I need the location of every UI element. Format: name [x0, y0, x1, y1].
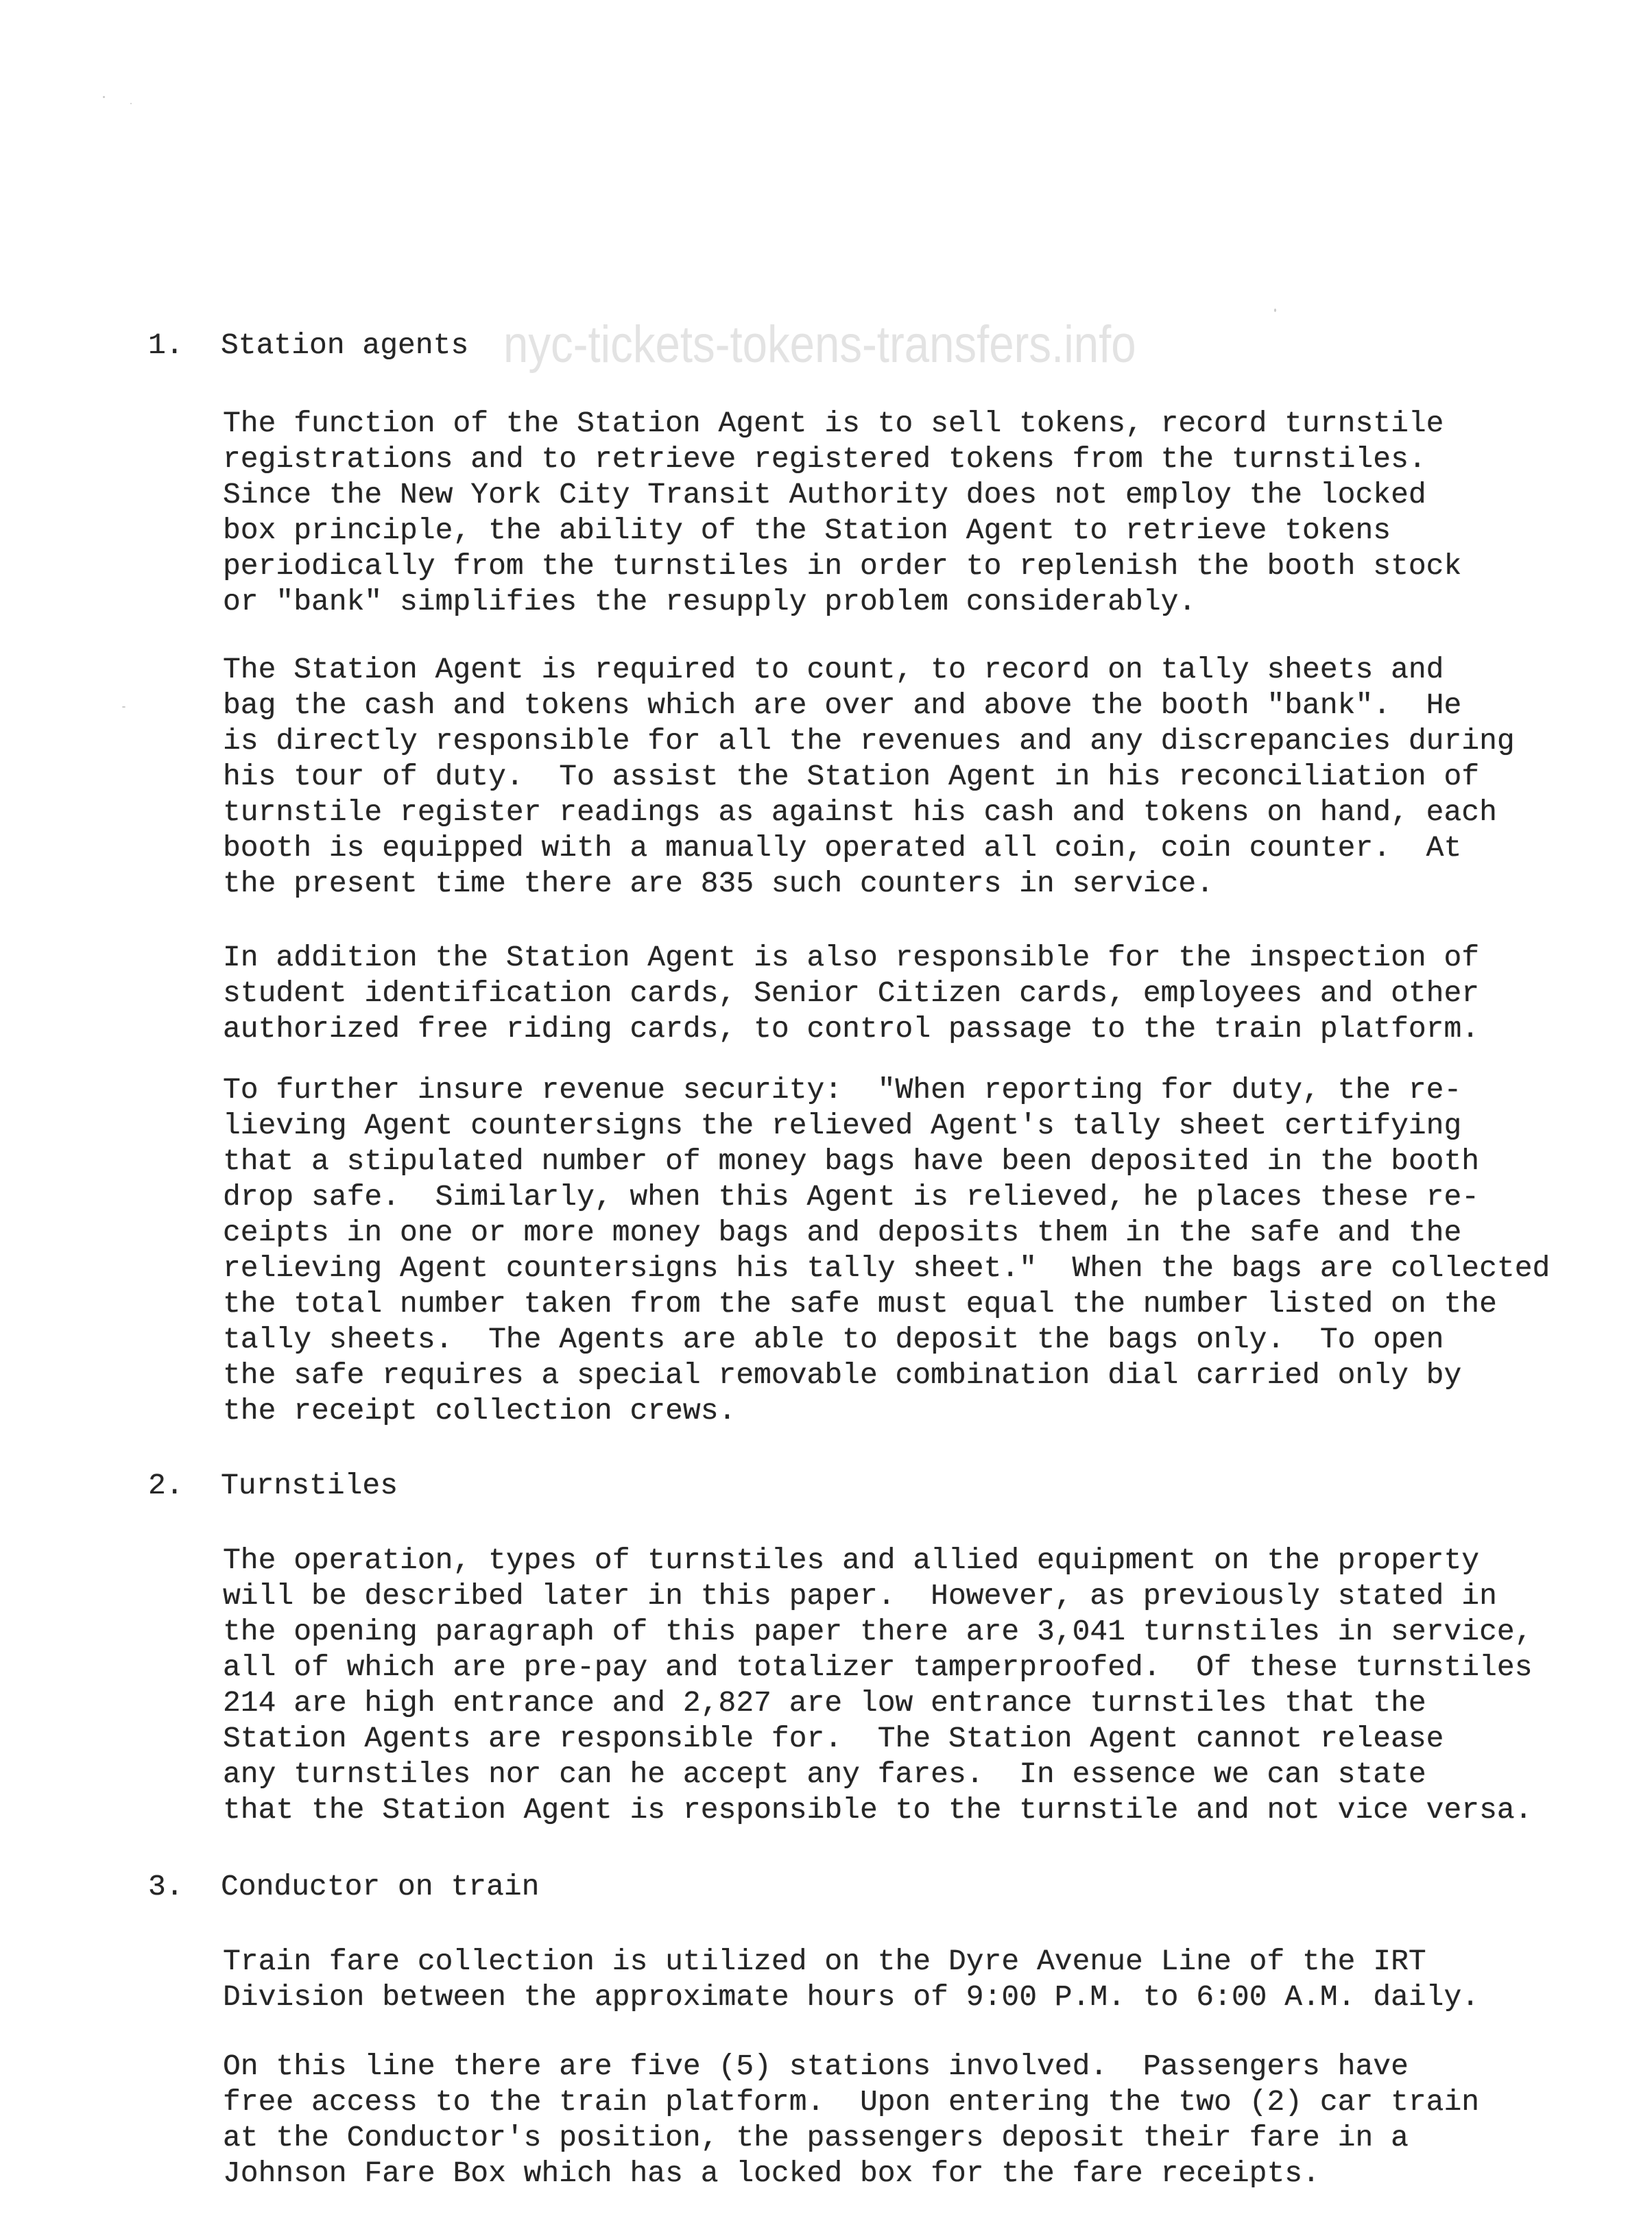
- text-line: box principle, the ability of the Station Agent to retrieve tokens: [223, 514, 1391, 547]
- watermark: nyc-tickets-tokens-transfers.info: [503, 315, 1136, 374]
- text-line: lieving Agent countersigns the relieved Agent's tally sheet certifying: [223, 1109, 1462, 1142]
- paragraph: [223, 406, 1461, 620]
- text-line: turnstile register readings as against his cash and tokens on hand, each: [223, 795, 1497, 829]
- text-line: any turnstiles nor can he accept any fares. In essence we can state: [223, 1757, 1426, 1791]
- text-line: In addition the Station Agent is also responsible for the inspection of: [223, 941, 1480, 974]
- section-title: Station agents: [221, 328, 469, 362]
- text-line: or "bank" simplifies the resupply problem considerably.: [223, 585, 1197, 618]
- paragraph: [223, 1944, 1479, 2015]
- text-line: Since the New York City Transit Authority does not employ the locked: [223, 478, 1426, 512]
- scan-speck: [130, 103, 132, 104]
- section-heading-2: [0, 1468, 686, 1504]
- section-title: Turnstiles: [221, 1469, 398, 1502]
- text-line: his tour of duty. To assist the Station Agent in his reconciliation of: [223, 760, 1480, 793]
- scan-speck: [122, 706, 125, 708]
- text-line: is directly responsible for all the revenues and any discrepancies during: [223, 724, 1515, 758]
- scan-speck: [1274, 309, 1276, 312]
- section-number: 3.: [148, 1870, 184, 1903]
- text-line: tally sheets. The Agents are able to deposit the bags only. To open: [223, 1323, 1444, 1356]
- text-line: 214 are high entrance and 2,827 are low entrance turnstiles that the: [223, 1686, 1426, 1720]
- text-line: the opening paragraph of this paper there are 3,041 turnstiles in service,: [223, 1615, 1533, 1648]
- paragraph: [223, 652, 1515, 902]
- section-heading-1: [0, 328, 686, 363]
- section-heading-3: [0, 1869, 686, 1905]
- text-line: relieving Agent countersigns his tally sheet." When the bags are collected: [223, 1251, 1551, 1285]
- paragraph: [223, 1543, 1533, 1828]
- text-line: the total number taken from the safe must equal the number listed on the: [223, 1287, 1497, 1321]
- section-number: 1.: [148, 328, 184, 362]
- text-line: the receipt collection crews.: [223, 1394, 737, 1428]
- text-line: that the Station Agent is responsible to the turnstile and not vice versa.: [223, 1793, 1533, 1827]
- text-line: To further insure revenue security: "When reporting for duty, the re-: [223, 1073, 1462, 1107]
- text-line: The Station Agent is required to count, to record on tally sheets and: [223, 653, 1444, 686]
- text-line: Johnson Fare Box which has a locked box for the fare receipts.: [223, 2156, 1320, 2190]
- text-line: the safe requires a special removable combination dial carried only by: [223, 1358, 1462, 1392]
- text-line: the present time there are 835 such counters in service.: [223, 867, 1214, 900]
- paragraph: [223, 2049, 1479, 2191]
- paragraph: [223, 1072, 1550, 1429]
- section-number: 2.: [148, 1469, 184, 1502]
- text-line: all of which are pre-pay and totalizer tamperproofed. Of these turnstiles: [223, 1650, 1533, 1684]
- text-line: On this line there are five (5) stations involved. Passengers have: [223, 2050, 1409, 2083]
- text-line: authorized free riding cards, to control passage to the train platform.: [223, 1012, 1480, 1046]
- text-line: bag the cash and tokens which are over and above the booth "bank". He: [223, 688, 1462, 722]
- text-line: Train fare collection is utilized on the Dyre Avenue Line of the IRT: [223, 1945, 1426, 1978]
- text-line: booth is equipped with a manually operated all coin, coin counter. At: [223, 831, 1462, 865]
- text-line: ceipts in one or more money bags and deposits them in the safe and the: [223, 1216, 1462, 1249]
- scan-speck: [103, 96, 105, 98]
- text-line: The function of the Station Agent is to sell tokens, record turnstile: [223, 407, 1444, 440]
- text-line: free access to the train platform. Upon entering the two (2) car train: [223, 2085, 1480, 2119]
- text-line: The operation, types of turnstiles and allied equipment on the property: [223, 1543, 1480, 1577]
- text-line: drop safe. Similarly, when this Agent is relieved, he places these re-: [223, 1180, 1480, 1214]
- text-line: registrations and to retrieve registered tokens from the turnstiles.: [223, 442, 1426, 476]
- text-line: at the Conductor's position, the passengers deposit their fare in a: [223, 2121, 1409, 2154]
- text-line: Division between the approximate hours of 9:00 P.M. to 6:00 A.M. daily.: [223, 1980, 1480, 2014]
- paragraph: [223, 940, 1479, 1047]
- text-line: will be described later in this paper. However, as previously stated in: [223, 1579, 1497, 1613]
- text-line: that a stipulated number of money bags have been deposited in the booth: [223, 1144, 1480, 1178]
- text-line: Station Agents are responsible for. The Station Agent cannot release: [223, 1722, 1444, 1755]
- text-line: periodically from the turnstiles in order to replenish the booth stock: [223, 549, 1462, 583]
- section-title: Conductor on train: [221, 1870, 540, 1903]
- text-line: student identification cards, Senior Citizen cards, employees and other: [223, 976, 1480, 1010]
